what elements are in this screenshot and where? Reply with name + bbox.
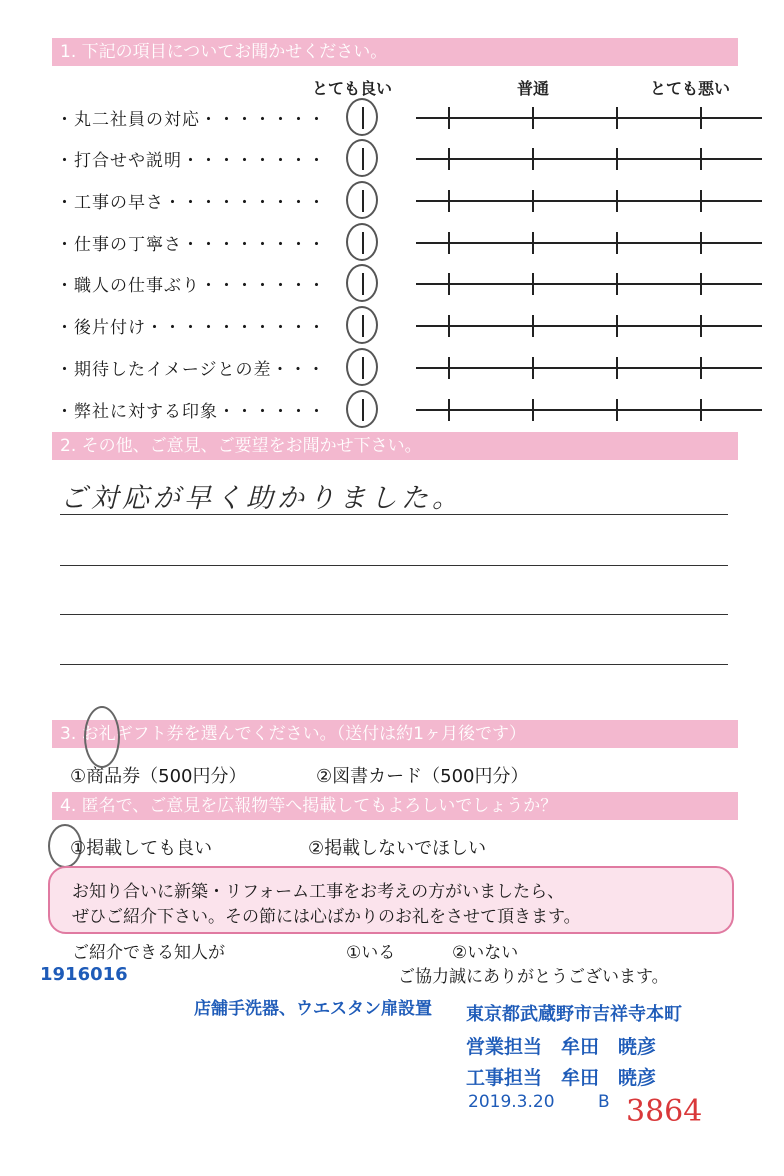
answer-circle [346,223,378,261]
comment-line [60,514,728,515]
comment-line [60,565,728,566]
rating-row-craftsmen [56,268,716,298]
section2-title: 2. その他、ご意見、ご要望をお聞かせ下さい。 [52,432,738,460]
rating-row-speed [56,185,716,215]
question-label: ・丸二社員の対応・・・・・・・ [56,110,326,130]
work-description: 店舗手洗器、ウエスタン扉設置 [194,999,432,1019]
scale-tick-5[interactable] [700,273,702,295]
rating-row-expectation [56,352,716,382]
scale-tick-3[interactable] [532,315,534,337]
rating-scale [416,409,762,411]
scale-tick-4[interactable] [616,148,618,170]
scale-tick-2[interactable] [448,232,450,254]
scale-tick-4[interactable] [616,273,618,295]
scale-tick-2[interactable] [448,190,450,212]
grade: B [598,1092,610,1112]
scale-tick-3[interactable] [532,232,534,254]
scale-tick-5[interactable] [700,357,702,379]
question-label: ・弊社に対する印象・・・・・・ [56,402,326,422]
scale-tick-3[interactable] [532,107,534,129]
publish-option-ok[interactable]: ①掲載しても良い [70,838,213,859]
question-label: ・打合せや説明・・・・・・・・ [56,151,326,171]
question-label: ・職人の仕事ぶり・・・・・・・ [56,276,326,296]
scale-tick-4[interactable] [616,315,618,337]
referral-option-no[interactable]: ②いない [452,943,519,963]
selection-mark [84,706,120,768]
scale-mid-label: 普通 [517,79,550,98]
rating-row-care [56,227,716,257]
scale-tick-2[interactable] [448,273,450,295]
rating-row-impression [56,394,716,424]
rating-row-staff [56,102,716,132]
rating-scale [416,200,762,202]
rating-scale [416,283,762,285]
answer-circle [346,181,378,219]
answer-circle [346,264,378,302]
rating-scale [416,158,762,160]
scale-tick-3[interactable] [532,190,534,212]
rating-row-explanation [56,143,716,173]
scale-best-label: とても良い [312,79,393,98]
scale-tick-2[interactable] [448,315,450,337]
scale-tick-5[interactable] [700,190,702,212]
answer-circle [346,98,378,136]
stamp-number: 3864 [626,1094,703,1129]
scale-tick-4[interactable] [616,190,618,212]
section3-title: 3. お礼ギフト券を選んでください。（送付は約1ヶ月後です） [52,720,738,748]
address: 東京都武蔵野市吉祥寺本町 [466,1004,682,1025]
gift-option-voucher[interactable]: ①商品券（500円分） [70,766,247,787]
scale-tick-2[interactable] [448,357,450,379]
scale-tick-4[interactable] [616,357,618,379]
referral-line-2: ぜひご紹介下さい。その節には心ばかりのお礼をさせて頂きます。 [72,907,581,927]
scale-tick-2[interactable] [448,107,450,129]
scale-tick-5[interactable] [700,148,702,170]
question-label: ・後片付け・・・・・・・・・・ [56,318,326,338]
rating-scale [416,325,762,327]
scale-tick-3[interactable] [532,273,534,295]
publish-option-no[interactable]: ②掲載しないでほしい [308,838,487,859]
rating-row-cleanup [56,310,716,340]
answer-circle [346,348,378,386]
scale-tick-3[interactable] [532,399,534,421]
scale-tick-4[interactable] [616,399,618,421]
referral-option-yes[interactable]: ①いる [346,943,396,963]
referral-question: ご紹介できる知人が [72,943,225,963]
handwritten-comment: ご対応が早く助かりました。 [60,483,463,514]
scale-tick-5[interactable] [700,107,702,129]
section1-title: 1. 下記の項目についてお聞かせください。 [52,38,738,66]
comment-line [60,614,728,615]
scale-tick-5[interactable] [700,315,702,337]
scale-tick-4[interactable] [616,107,618,129]
scale-tick-3[interactable] [532,357,534,379]
scale-tick-5[interactable] [700,399,702,421]
question-label: ・期待したイメージとの差・・・ [56,360,326,380]
customer-id: 1916016 [40,964,128,985]
rating-scale [416,242,762,244]
question-label: ・仕事の丁寧さ・・・・・・・・ [56,235,326,255]
scale-tick-4[interactable] [616,232,618,254]
scale-tick-2[interactable] [448,399,450,421]
answer-circle [346,390,378,428]
scale-worst-label: とても悪い [650,79,731,98]
section4-title: 4. 匿名で、ご意見を広報物等へ掲載してもよろしいでしょうか？ [52,792,738,820]
scale-tick-2[interactable] [448,148,450,170]
scale-tick-3[interactable] [532,148,534,170]
referral-line-1: お知り合いに新築・リフォーム工事をお考えの方がいましたら、 [72,882,565,902]
question-label: ・工事の早さ・・・・・・・・・ [56,193,326,213]
comment-line [60,664,728,665]
gift-option-book-card[interactable]: ②図書カード（500円分） [316,766,529,787]
construction-rep: 工事担当 牟田 暁彦 [466,1067,657,1089]
thanks-message: ご協力誠にありがとうございます。 [398,967,669,987]
rating-scale [416,117,762,119]
answer-circle [346,139,378,177]
rating-scale [416,367,762,369]
sales-rep: 営業担当 牟田 暁彦 [466,1036,657,1058]
answer-circle [346,306,378,344]
date: 2019.3.20 [468,1092,555,1112]
scale-tick-5[interactable] [700,232,702,254]
